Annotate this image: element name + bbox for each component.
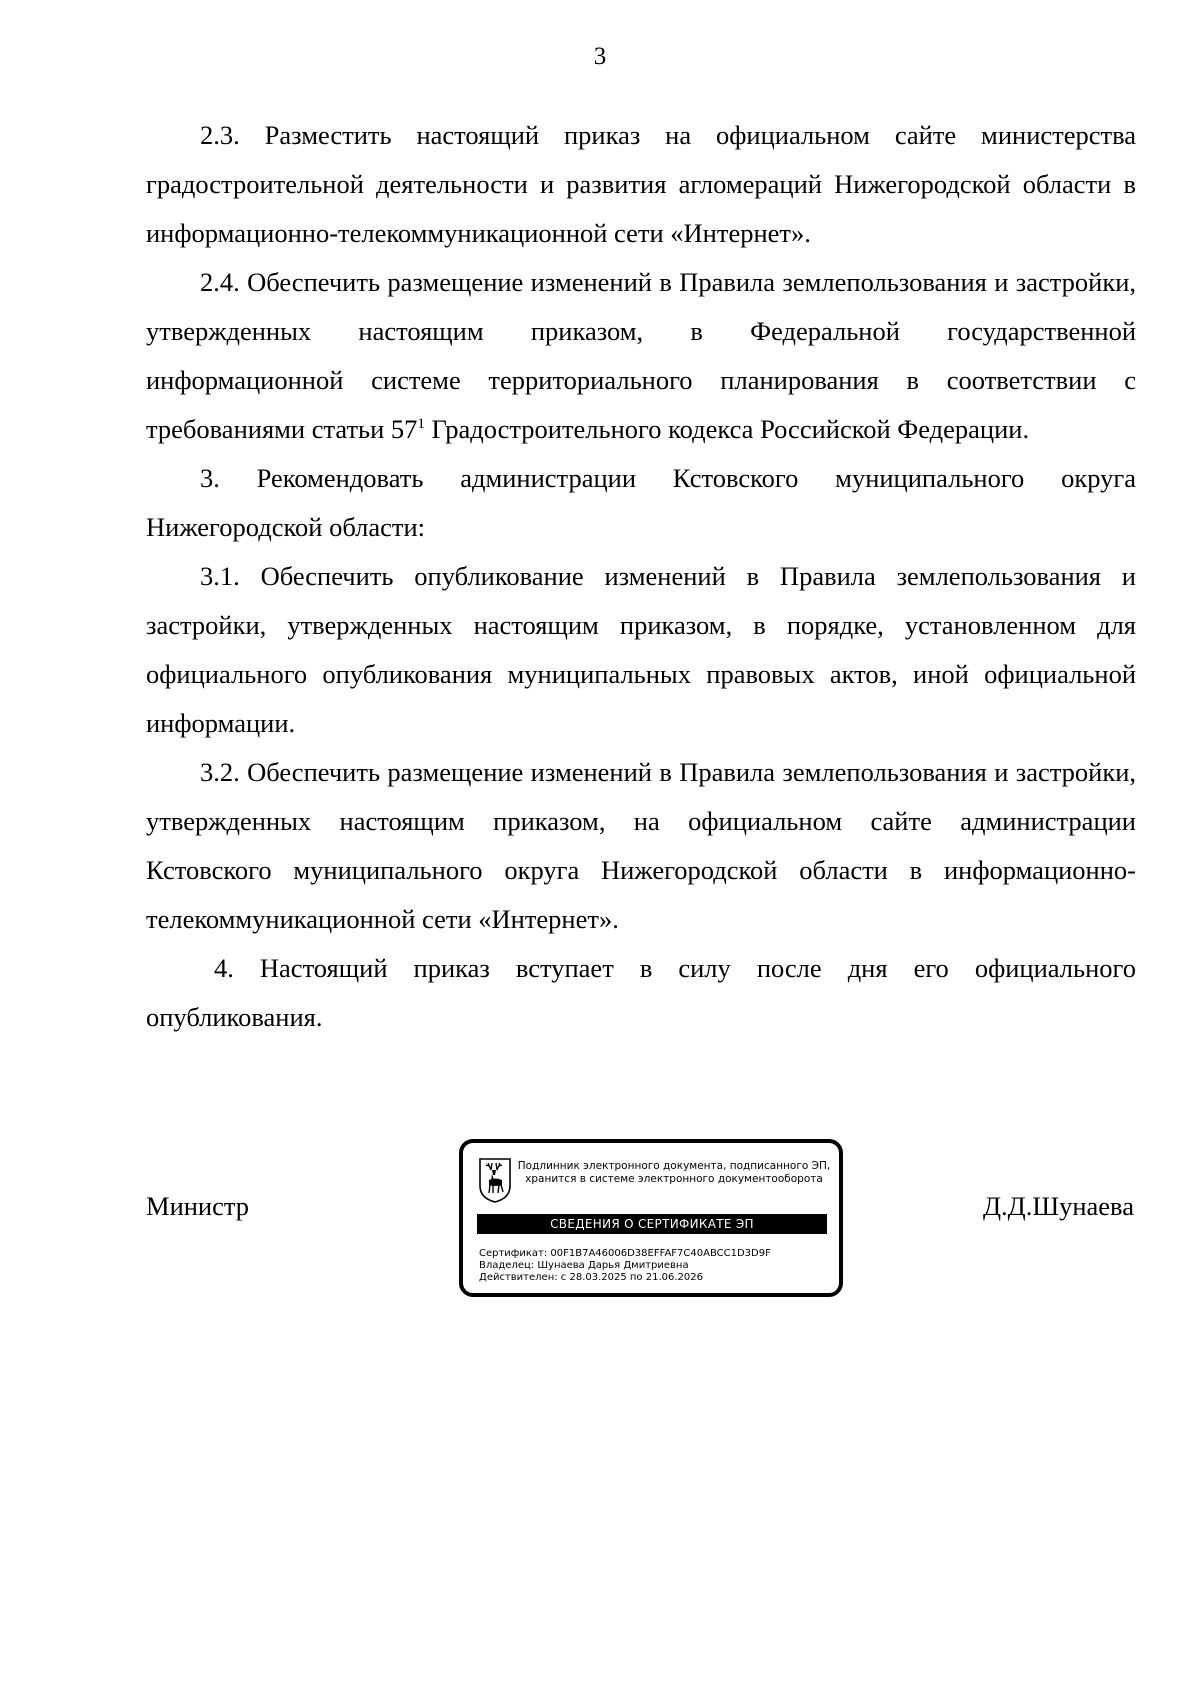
paragraph-3: 3. Рекомендовать администрации Кстовского муниципального округа Нижегородской области: <box>146 463 1136 542</box>
paragraph-2-4-text-before: 2.4. Обеспечить размещение изменений в Правила землепользования и застройки, утвержденных настоящим приказом, в Федеральной государственной информационной системе территориального планирования в соответствии с требованиями статьи 57 <box>146 267 1136 444</box>
paragraph-4: 4. Настоящий приказ вступает в силу после дня его официального опубликования. <box>146 953 1136 1032</box>
signer-title: Министр <box>146 1191 250 1221</box>
stamp-certificate-bar: СВЕДЕНИЯ О СЕРТИФИКАТЕ ЭП <box>477 1214 827 1234</box>
page-number: 3 <box>593 43 607 70</box>
stamp-certificate-id: Сертификат: 00F1B7A46006D38EFFAF7C40ABCC1D3D9F <box>479 1248 771 1259</box>
paragraph-2-4 <box>146 258 1136 454</box>
paragraph-2-4-text-after: Градостроительного кодекса Российской Федерации. <box>424 414 1030 444</box>
stamp-header <box>513 1160 835 1186</box>
paragraph-3-1: 3.1. Обеспечить опубликование изменений в Правила землепользования и застройки, утвержденных настоящим приказом, в порядке, установленном для официального опубликования муниципальных правовых актов, иной официальной информации. <box>146 561 1136 738</box>
electronic-signature-stamp <box>459 1139 843 1297</box>
document-body <box>146 111 1136 1042</box>
stamp-certificate-details <box>479 1248 771 1284</box>
signature-block <box>0 1139 1200 1299</box>
paragraph-3-2: 3.2. Обеспечить размещение изменений в Правила землепользования и застройки, утвержденных настоящим приказом, на официальном сайте администрации Кстовского муниципального округа Нижегородской области в информационно-телекоммуникационной сети «Интернет». <box>146 757 1136 934</box>
stamp-validity: Действителен: с 28.03.2025 по 21.06.2026 <box>479 1272 703 1283</box>
signer-name: Д.Д.Шунаева <box>982 1191 1134 1221</box>
nizhny-novgorod-emblem-icon <box>477 1156 513 1204</box>
stamp-header-line-1: Подлинник электронного документа, подписанного ЭП, <box>517 1160 831 1172</box>
paragraph-2-3: 2.3. Разместить настоящий приказ на официальном сайте министерства градостроительной деятельности и развития агломераций Нижегородской области в информационно-телекоммуникационной сети «Интернет». <box>146 120 1136 248</box>
article-superscript: 1 <box>417 416 425 433</box>
stamp-owner: Владелец: Шунаева Дарья Дмитриевна <box>479 1260 689 1271</box>
stamp-header-line-2: хранится в системе электронного документооборота <box>525 1173 823 1185</box>
